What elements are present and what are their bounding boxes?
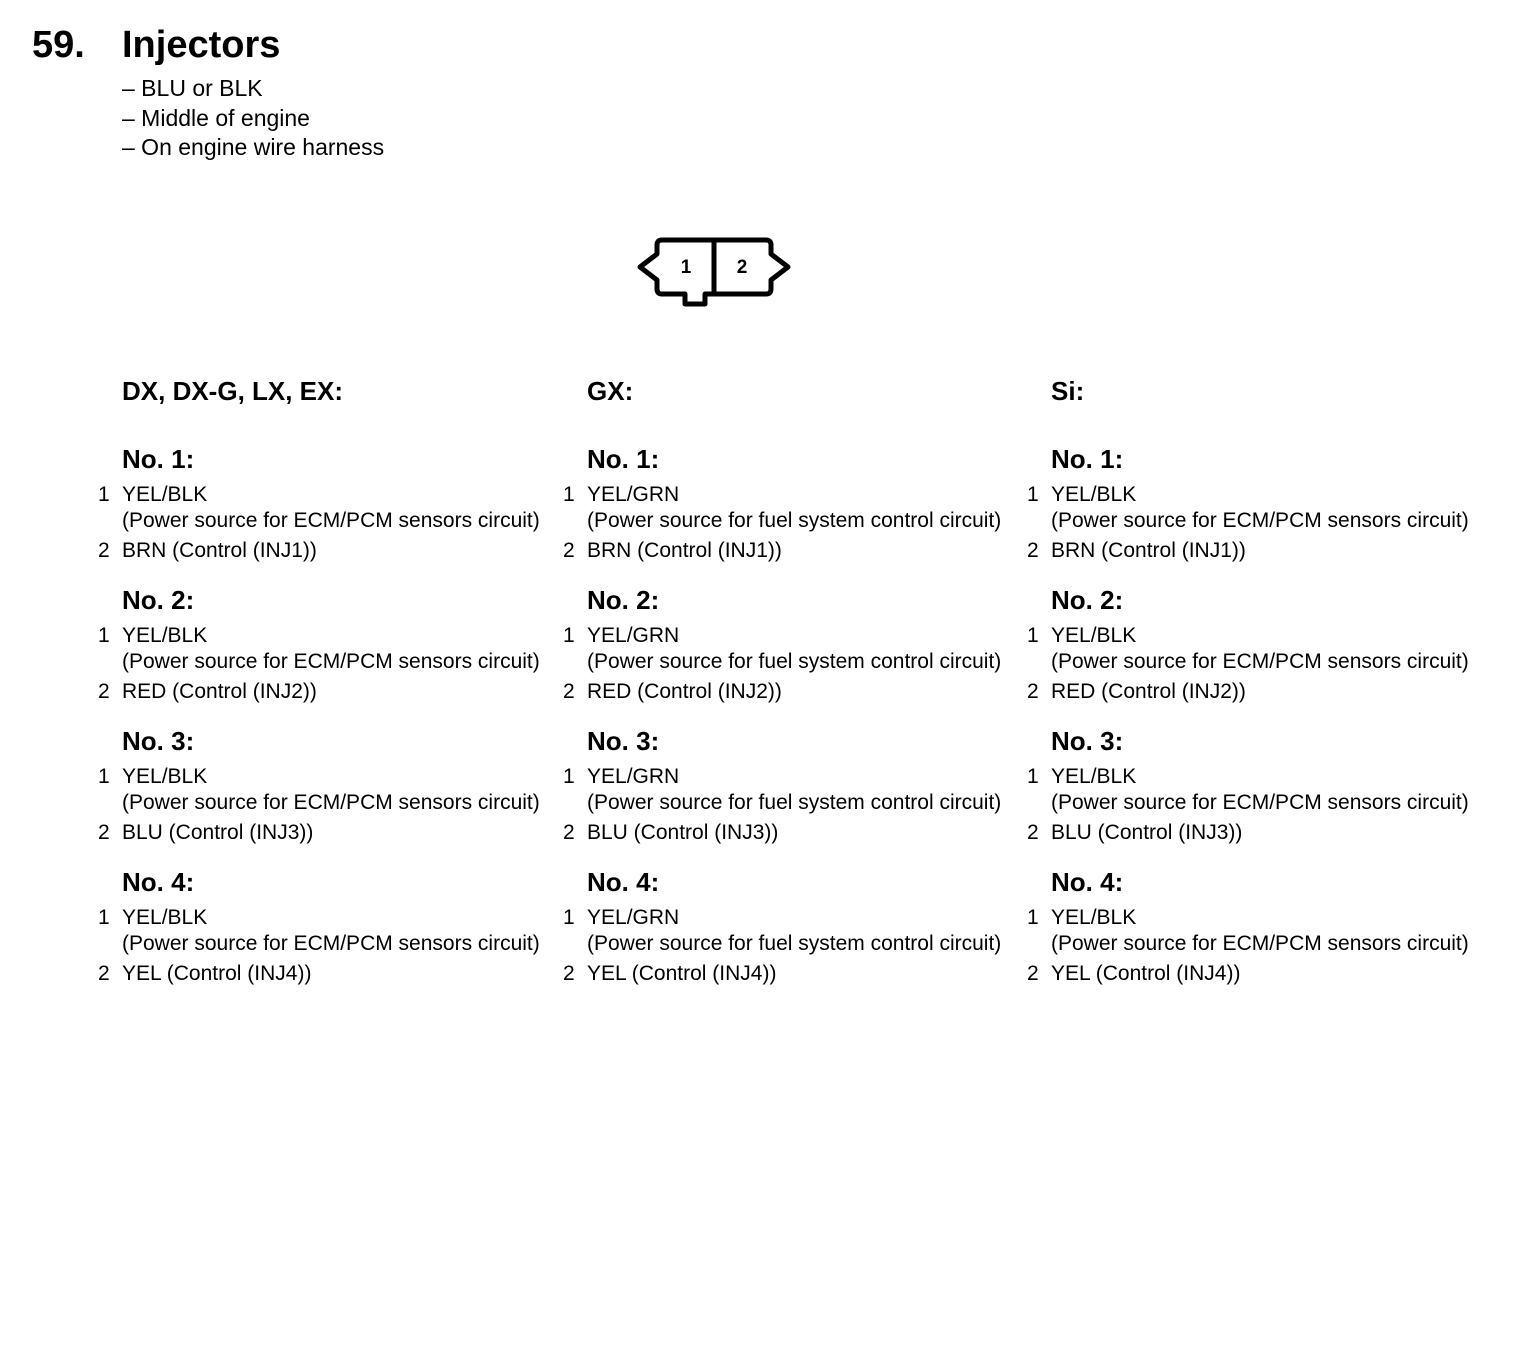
wire-color: RED (Control (INJ2)) [587,680,782,703]
injector-no-4 [98,863,562,987]
pin-description: (Power source for ECM/PCM sensors circuit) [122,932,540,955]
model-heading: Si: [1051,376,1085,406]
pin-list [563,623,1027,705]
pin-row [1027,764,1491,816]
injector-no-1 [1027,440,1491,564]
pin-number: 1 [98,624,110,647]
pin-description: (Power source for fuel system control circuit) [587,650,1002,673]
wire-color: YEL (Control (INJ4)) [1051,962,1241,985]
note-location: – Middle of engine [122,104,310,131]
pin-row [1027,679,1491,705]
injector-heading: No. 4: [1051,867,1124,897]
wire-color: YEL/BLK [122,765,208,788]
pin-number: 2 [1027,680,1039,703]
pin-description: (Power source for ECM/PCM sensors circuit) [122,791,540,814]
note-color: – BLU or BLK [122,75,263,101]
injector-heading: No. 4: [122,867,195,897]
wire-color: YEL/BLK [1051,483,1137,506]
pin-row [1027,905,1491,957]
injector-no-3 [563,722,1027,846]
section-title: Injectors [122,24,281,66]
section-number: 59. [32,24,85,66]
pin-row [563,820,1027,846]
column-si [1027,372,1491,1004]
pin-number: 2 [1027,539,1039,562]
connector-diagram [630,230,800,310]
connector-pin-2: 2 [736,257,748,278]
wire-color: YEL (Control (INJ4)) [122,962,312,985]
column-dx-dxg-lx-ex [98,372,562,1004]
pin-description: (Power source for fuel system control circuit) [587,932,1002,955]
pin-list [563,905,1027,987]
injector-heading: No. 3: [1051,726,1124,756]
pin-description: (Power source for fuel system control circuit) [587,509,1002,532]
injector-no-4 [563,863,1027,987]
wire-color: BRN (Control (INJ1)) [587,539,782,562]
pin-number: 1 [563,906,575,929]
pin-number: 1 [563,624,575,647]
injector-heading: No. 3: [587,726,660,756]
pin-row [1027,482,1491,534]
injector-no-2 [563,581,1027,705]
pin-number: 1 [98,765,110,788]
wire-color: YEL/BLK [1051,906,1137,929]
pin-row [98,961,562,987]
pin-row [1027,961,1491,987]
pin-number: 2 [98,539,110,562]
pin-number: 1 [1027,906,1039,929]
pin-number: 2 [98,680,110,703]
pin-number: 1 [563,483,575,506]
pin-number: 1 [98,906,110,929]
pin-list [1027,905,1491,987]
wire-color: RED (Control (INJ2)) [122,680,317,703]
injector-heading: No. 1: [587,444,660,474]
pin-row [563,905,1027,957]
pin-row [1027,820,1491,846]
pin-number: 1 [98,483,110,506]
column-gx [563,372,1027,1004]
wire-color: YEL/BLK [122,483,208,506]
wire-color: YEL/BLK [122,906,208,929]
pin-number: 1 [1027,624,1039,647]
injector-heading: No. 2: [122,585,195,615]
pin-description: (Power source for ECM/PCM sensors circuit) [122,650,540,673]
pin-list [1027,764,1491,846]
wire-color: YEL/GRN [587,765,680,788]
pin-list [98,482,562,564]
pin-row [1027,538,1491,564]
wire-color: RED (Control (INJ2)) [1051,680,1246,703]
injector-heading: No. 1: [1051,444,1124,474]
injector-no-1 [563,440,1027,564]
injector-heading: No. 1: [122,444,195,474]
wire-color: YEL/BLK [122,624,208,647]
pin-row [563,482,1027,534]
pin-description: (Power source for ECM/PCM sensors circuit) [1051,509,1469,532]
pin-row [98,679,562,705]
note-harness: – On engine wire harness [122,134,385,160]
connector-notes [122,74,384,163]
pin-row [98,538,562,564]
wire-color: YEL/BLK [1051,765,1137,788]
pin-row [1027,623,1491,675]
injector-heading: No. 4: [587,867,660,897]
injector-no-3 [98,722,562,846]
wire-color: YEL/GRN [587,483,680,506]
wire-color: BLU (Control (INJ3)) [122,821,314,844]
model-heading: DX, DX-G, LX, EX: [122,376,344,406]
injector-heading: No. 3: [122,726,195,756]
pin-row [98,623,562,675]
pin-row [563,623,1027,675]
injector-heading: No. 2: [1051,585,1124,615]
wire-color: BRN (Control (INJ1)) [1051,539,1246,562]
injector-no-2 [98,581,562,705]
pin-description: (Power source for ECM/PCM sensors circuit) [122,509,540,532]
pin-row [98,482,562,534]
pin-list [563,482,1027,564]
pin-row [98,764,562,816]
pin-list [1027,623,1491,705]
pin-description: (Power source for ECM/PCM sensors circuit) [1051,650,1469,673]
wire-color: YEL (Control (INJ4)) [587,962,777,985]
pin-number: 2 [1027,821,1039,844]
pin-row [563,961,1027,987]
pin-number: 2 [563,962,575,985]
pin-row [563,679,1027,705]
model-heading: GX: [587,376,634,406]
wire-color: BLU (Control (INJ3)) [587,821,779,844]
pin-number: 2 [98,962,110,985]
pin-number: 1 [563,765,575,788]
pin-number: 1 [1027,483,1039,506]
pin-number: 1 [1027,765,1039,788]
pin-number: 2 [563,539,575,562]
wire-color: BRN (Control (INJ1)) [122,539,317,562]
pin-row [98,905,562,957]
pin-list [98,764,562,846]
pin-number: 2 [563,821,575,844]
pin-row [563,764,1027,816]
injector-no-4 [1027,863,1491,987]
pin-number: 2 [563,680,575,703]
wire-color: YEL/GRN [587,906,680,929]
pin-list [98,905,562,987]
injector-no-1 [98,440,562,564]
injector-heading: No. 2: [587,585,660,615]
pin-row [98,820,562,846]
wire-color: YEL/GRN [587,624,680,647]
pin-description: (Power source for ECM/PCM sensors circuit) [1051,932,1469,955]
pin-description: (Power source for fuel system control circuit) [587,791,1002,814]
pin-list [98,623,562,705]
pin-description: (Power source for ECM/PCM sensors circuit) [1051,791,1469,814]
pin-number: 2 [1027,962,1039,985]
pin-list [1027,482,1491,564]
injector-no-2 [1027,581,1491,705]
pin-list [563,764,1027,846]
injector-no-3 [1027,722,1491,846]
wire-color: BLU (Control (INJ3)) [1051,821,1243,844]
connector-pin-1: 1 [680,257,692,278]
wire-color: YEL/BLK [1051,624,1137,647]
pin-number: 2 [98,821,110,844]
pin-row [563,538,1027,564]
